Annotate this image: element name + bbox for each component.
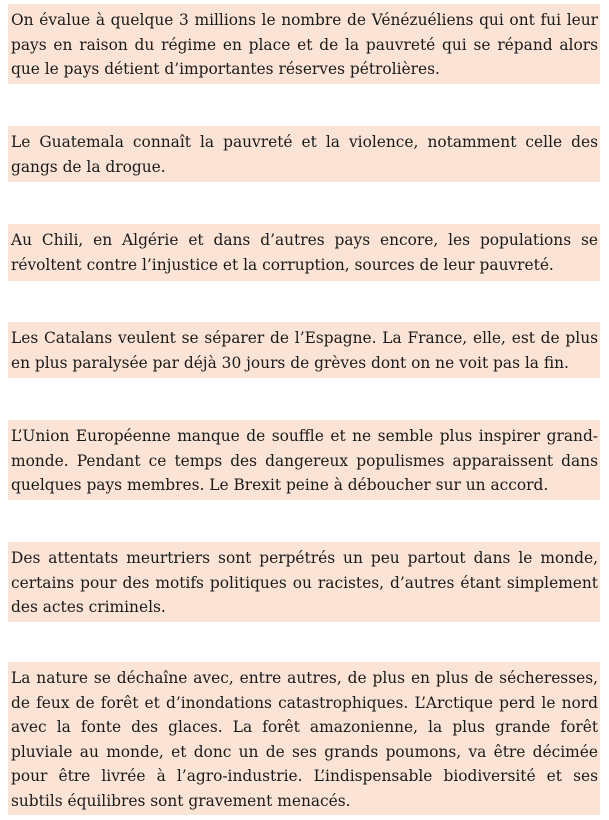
paragraph-nature: La nature se déchaîne avec, entre autres, de plus en plus de sécheresses, de feux de forêt et d’inondations catastrophiques. L’Arctique perd le nord avec la fonte des glaces. La forêt amazonienne, la plus grande forêt pluviale au monde, et donc un de ses grands poumons, va être décimée pour être livrée à l’agro-industrie. L’indispensable biodiversité et ses subtils équilibres sont gravement menacés.: [8, 662, 600, 815]
paragraph-attentats: Des attentats meurtriers sont perpétrés un peu partout dans le monde, certains pour des motifs politiques ou racistes, d’autres étant simplement des actes criminels.: [8, 542, 600, 622]
paragraph-venezuela: On évalue à quelque 3 millions le nombre de Vénézuéliens qui ont fui leur pays en raison du régime en place et de la pauvreté qui se répand alors que le pays détient d’importantes réserves pétrolières.: [8, 4, 600, 84]
paragraph-guatemala: Le Guatemala connaît la pauvreté et la violence, notamment celle des gangs de la drogue.: [8, 126, 600, 182]
paragraph-chili-algerie: Au Chili, en Algérie et dans d’autres pays encore, les populations se révoltent contre l’injustice et la corruption, sources de leur pauvreté.: [8, 224, 600, 281]
paragraph-catalans-france: Les Catalans veulent se séparer de l’Espagne. La France, elle, est de plus en plus paralysée par déjà 30 jours de grèves dont on ne voit pas la fin.: [8, 322, 600, 378]
paragraph-union-europeenne: L’Union Européenne manque de souffle et ne semble plus inspirer grand-monde. Pendant ce temps des dangereux populismes apparaissent dans quelques pays membres. Le Brexit peine à déboucher sur un accord.: [8, 420, 600, 500]
